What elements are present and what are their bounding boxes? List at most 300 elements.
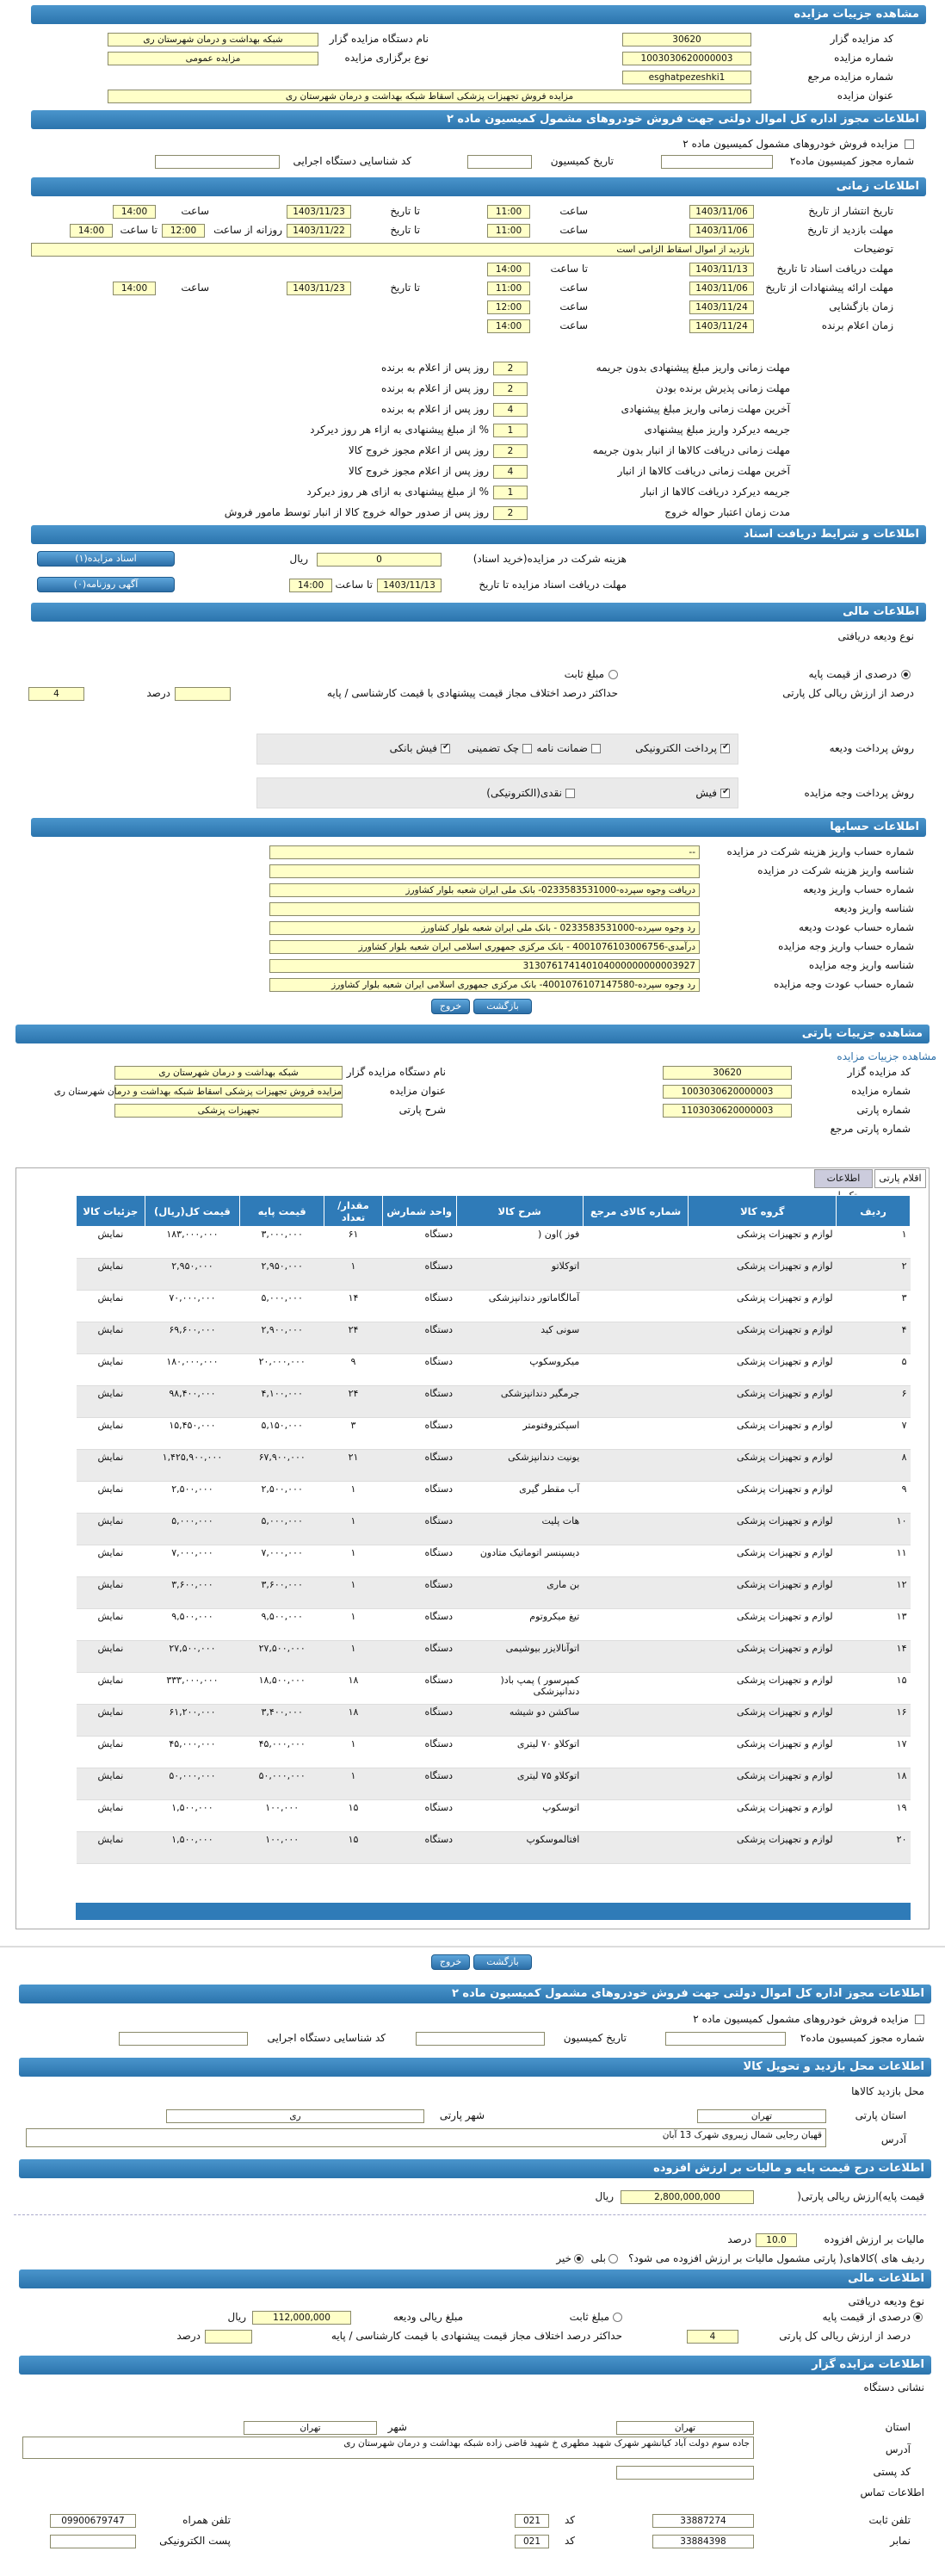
- payment-option-checkbox[interactable]: [522, 744, 532, 753]
- table-cell: ۳,۶۰۰,۰۰۰: [240, 1577, 324, 1609]
- label: کد شناسایی دستگاه اجرایی: [267, 2032, 386, 2044]
- label: ردیف های )کالاهای( پارتی مشمول مالیات بر ارزش افزوده می شود؟: [628, 2252, 924, 2264]
- details-link[interactable]: نمایش: [77, 1768, 145, 1800]
- label: حداکثر درصد اختلاف مجاز قیمت پیشنهادی با قیمت کارشناسی / پایه: [330, 2330, 622, 2342]
- table-cell: ۵,۰۰۰,۰۰۰: [240, 1514, 324, 1545]
- table-cell: لوازم و تجهیزات پزشکی: [689, 1545, 837, 1577]
- table-cell: لوازم و تجهیزات پزشکی: [689, 1450, 837, 1482]
- newspaper-ad-button[interactable]: آگهی روزنامه(۰): [37, 577, 175, 592]
- details-link[interactable]: نمایش: [77, 1800, 145, 1832]
- label: مبلغ ریالی ودیعه: [392, 2311, 463, 2323]
- label: نوع ودیعه دریافتی: [837, 630, 914, 642]
- doc-time-field: 14:00: [487, 263, 530, 276]
- table-cell: ۳,۴۰۰,۰۰۰: [240, 1705, 324, 1737]
- label: شماره پارتی مرجع: [830, 1123, 911, 1135]
- label: تا ساعت: [550, 263, 588, 275]
- publish-from-field: 1403/11/06: [689, 205, 754, 219]
- table-cell: ۱: [324, 1641, 382, 1673]
- table-cell: دستگاه: [382, 1291, 456, 1322]
- rule-value-field: 1: [493, 424, 528, 437]
- section-title: مشاهده جزییات مزایده: [794, 8, 919, 21]
- details-link[interactable]: نمایش: [77, 1673, 145, 1705]
- details-link[interactable]: نمایش: [77, 1322, 145, 1354]
- table-cell: ۱۰۰,۰۰۰: [240, 1832, 324, 1864]
- table-cell: ۱۲: [837, 1577, 911, 1609]
- label: مبلغ ثابت: [569, 2311, 609, 2323]
- rule-suffix: % از مبلغ پیشنهادی به ازای هر روز دیرکرد: [306, 486, 489, 498]
- table-cell: ۵: [837, 1354, 911, 1386]
- details-link[interactable]: نمایش: [77, 1514, 145, 1545]
- details-link[interactable]: نمایش: [77, 1354, 145, 1386]
- table-cell: فوز )اون (: [456, 1227, 583, 1259]
- back-button-2[interactable]: بازگشت: [473, 1954, 532, 1970]
- table-cell: آمالگاماتور دندانپزشکی: [456, 1291, 583, 1322]
- table-cell: [583, 1832, 689, 1864]
- label: درصد: [146, 687, 170, 699]
- divider: [0, 1946, 945, 1947]
- table-row: [77, 1450, 911, 1482]
- label: عنوان مزایده: [837, 90, 893, 102]
- table-cell: ۲: [837, 1259, 911, 1291]
- table-cell: لوازم و تجهیزات پزشکی: [689, 1737, 837, 1768]
- table-cell: اتوکلاتو: [456, 1259, 583, 1291]
- table-cell: ۱۸۰,۰۰۰,۰۰۰: [145, 1354, 239, 1386]
- table-cell: [583, 1514, 689, 1545]
- party-subject-field: مزایده فروش تجهیزات پزشکی اسقاط شبکه بهداشت و درمان شهرستان ری: [53, 1087, 342, 1097]
- max-diff-field-2: [205, 2330, 252, 2344]
- details-link[interactable]: نمایش: [77, 1386, 145, 1418]
- table-cell: آب مقطر گیری: [456, 1482, 583, 1514]
- description-field: بازدید از اموال اسقاط الزامی است: [31, 243, 754, 257]
- label: استان پارتی: [855, 2109, 906, 2121]
- table-row: [77, 1609, 911, 1641]
- org-id-field: [155, 155, 280, 169]
- table-cell: دستگاه: [382, 1227, 456, 1259]
- label: شماره مجوز کمیسیون ماده۲: [789, 155, 914, 167]
- table-cell: ۶۹,۶۰۰,۰۰۰: [145, 1322, 239, 1354]
- fixed-radio[interactable]: [608, 670, 618, 679]
- vat-no-radio[interactable]: [574, 2254, 584, 2263]
- label: شماره پارتی: [856, 1104, 911, 1116]
- daily-from-field: 12:00: [162, 224, 205, 238]
- label: زمان بازگشایی: [829, 300, 893, 313]
- label: درصدی از قیمت پایه: [822, 2311, 911, 2323]
- label: شماره مزایده: [834, 52, 893, 64]
- offer-time-field: 11:00: [487, 282, 530, 295]
- table-cell: دستگاه: [382, 1641, 456, 1673]
- table-row: [77, 1641, 911, 1673]
- details-link[interactable]: نمایش: [77, 1641, 145, 1673]
- table-cell: [583, 1354, 689, 1386]
- table-cell: ۸: [837, 1450, 911, 1482]
- details-link[interactable]: نمایش: [77, 1418, 145, 1450]
- label: شهر پارتی: [439, 2109, 485, 2121]
- section-title: اطلاعات مجوز اداره کل اموال دولتی جهت فروش خودروهای مشمول کمیسیون ماده ۲: [446, 113, 919, 126]
- table-cell: ۱: [324, 1482, 382, 1514]
- table-cell: ۳۳۳,۰۰۰,۰۰۰: [145, 1673, 239, 1705]
- label: زمان اعلام برنده: [821, 319, 893, 331]
- label: مبلغ ثابت: [564, 668, 604, 680]
- offer-from-field: 1403/11/06: [689, 282, 754, 295]
- label: اطلاعات تماس: [860, 2486, 924, 2499]
- party-auction-number-field: 1003030620000003: [663, 1085, 792, 1099]
- visit-to-field: 1403/11/22: [287, 224, 351, 238]
- table-row: [77, 1322, 911, 1354]
- label: کد مزایده گزار: [847, 1066, 911, 1078]
- table-cell: ۱: [837, 1227, 911, 1259]
- rule-suffix: روز پس از اعلام به برنده: [381, 362, 489, 374]
- label: روش پرداخت ودیعه: [829, 742, 914, 754]
- table-cell: ۲۴: [324, 1386, 382, 1418]
- table-cell: ۹: [837, 1482, 911, 1514]
- reference-number-field: esghatpezeshki1: [622, 71, 751, 84]
- items-table: [76, 1195, 911, 1864]
- rule-value-field: 2: [493, 362, 528, 375]
- table-header-cell: واحد شمارش: [382, 1196, 456, 1227]
- table-cell: ۱۸: [324, 1673, 382, 1705]
- table-cell: دستگاه: [382, 1832, 456, 1864]
- vat-yes-radio[interactable]: [608, 2254, 618, 2263]
- mobile-field: 09900679747: [50, 2514, 136, 2528]
- payment-option-label: ضمانت نامه: [536, 742, 588, 754]
- table-cell: ۵,۱۵۰,۰۰۰: [240, 1418, 324, 1450]
- rule-suffix: روز پس از اعلام به برنده: [381, 382, 489, 394]
- label: درصد از ارزش ریالی کل پارتی: [779, 2330, 911, 2342]
- label: شماره مزایده: [851, 1085, 911, 1097]
- org-name-field: شبکه بهداشت و درمان شهرستان ری: [108, 33, 318, 46]
- exit-button[interactable]: خروج: [431, 999, 470, 1014]
- details-link[interactable]: نمایش: [77, 1545, 145, 1577]
- details-link[interactable]: نمایش: [77, 1259, 145, 1291]
- table-cell: اتوآنالایزر بیوشیمی: [456, 1641, 583, 1673]
- table-cell: [583, 1609, 689, 1641]
- table-cell: ۱۱: [837, 1545, 911, 1577]
- base-price-field: 2,800,000,000: [621, 2190, 754, 2204]
- label: مزایده فروش خودروهای مشمول کمیسیون ماده ۲: [693, 2013, 909, 2025]
- table-cell: [583, 1418, 689, 1450]
- table-cell: ساکشن دو شیشه: [456, 1705, 583, 1737]
- table-row: [77, 1737, 911, 1768]
- table-cell: ۱: [324, 1737, 382, 1768]
- table-header-cell: جزئیات کالا: [77, 1196, 145, 1227]
- account-value-field: دریافت وجوه سپرده-0233583531000- بانک ملی ایران شعبه بلوار کشاورز: [269, 883, 700, 897]
- section-title: اطلاعات زمانی: [836, 180, 919, 193]
- rule-label: جریمه دیرکرد دریافت کالاها از انبار: [640, 486, 790, 498]
- label: ساعت: [559, 205, 588, 217]
- table-cell: ۱: [324, 1768, 382, 1800]
- table-row: [77, 1418, 911, 1450]
- label: مزایده فروش خودروهای مشمول کمیسیون ماده ۲: [682, 138, 899, 150]
- table-cell: ۱: [324, 1545, 382, 1577]
- table-cell: ۲۰,۰۰۰,۰۰۰: [240, 1354, 324, 1386]
- label: تاریخ کمیسیون: [550, 155, 614, 167]
- table-cell: لوازم و تجهیزات پزشکی: [689, 1354, 837, 1386]
- label: تاریخ انتشار از تاریخ: [808, 205, 893, 217]
- table-cell: دستگاه: [382, 1609, 456, 1641]
- label: کد پستی: [873, 2466, 911, 2478]
- table-cell: [583, 1386, 689, 1418]
- details-link[interactable]: نمایش: [77, 1291, 145, 1322]
- table-cell: دستگاه: [382, 1418, 456, 1450]
- label: استان: [885, 2421, 911, 2433]
- details-link[interactable]: نمایش: [77, 1482, 145, 1514]
- max-diff-field: [175, 687, 231, 701]
- auction-documents-button[interactable]: اسناد مزایده(۱): [37, 551, 175, 567]
- details-link[interactable]: نمایش: [77, 1227, 145, 1259]
- announce-date-field: 1403/11/24: [689, 319, 754, 333]
- table-cell: ۱: [324, 1514, 382, 1545]
- table-cell: [583, 1545, 689, 1577]
- label: مهلت بازدید از تاریخ: [807, 224, 893, 236]
- publish-time-field: 11:00: [487, 205, 530, 219]
- table-row: [77, 1514, 911, 1545]
- table-cell: دستگاه: [382, 1768, 456, 1800]
- label: خیر: [556, 2252, 571, 2264]
- payment-option-checkbox[interactable]: [441, 744, 450, 753]
- label: نوع برگزاری مزایده: [344, 52, 429, 64]
- label: نمابر: [890, 2535, 911, 2547]
- commission-date-field: [467, 155, 532, 169]
- table-cell: اسپکتروفتومتر: [456, 1418, 583, 1450]
- rule-suffix: روز پس از اعلام مجوز خروج کالا: [348, 444, 489, 456]
- label: درصدی از قیمت پایه: [808, 668, 897, 680]
- announce-time-field: 14:00: [487, 319, 530, 333]
- doc-deadline-date-field: 1403/11/13: [377, 579, 442, 592]
- commission-checkbox[interactable]: [905, 139, 914, 149]
- rule-suffix: % از مبلغ پیشنهادی به ازاء هر روز دیرکرد: [310, 424, 489, 436]
- table-cell: ۲۱: [324, 1450, 382, 1482]
- label: تا تاریخ: [390, 205, 420, 217]
- table-cell: میکروسکوپ: [456, 1354, 583, 1386]
- table-cell: ۱۶: [837, 1705, 911, 1737]
- publish-to-field: 1403/11/23: [287, 205, 351, 219]
- exit-button-2[interactable]: خروج: [431, 1954, 470, 1970]
- table-cell: ۵,۰۰۰,۰۰۰: [240, 1291, 324, 1322]
- party-auction-code-field: 30620: [663, 1066, 792, 1080]
- table-cell: اتوکلاو ۷۵ لیتری: [456, 1768, 583, 1800]
- table-cell: ۱۵: [837, 1673, 911, 1705]
- auction-payment-checkbox[interactable]: [720, 789, 730, 798]
- rule-label: مهلت زمانی واریز مبلغ پیشنهادی بدون جریمه: [596, 362, 790, 374]
- tab-extra-info[interactable]: اطلاعات: [814, 1169, 873, 1188]
- label: تا تاریخ: [390, 282, 420, 294]
- table-row: [77, 1800, 911, 1832]
- label: کد شناسایی دستگاه اجرایی: [293, 155, 411, 167]
- account-label: شماره حساب واریز هزینه شرکت در مزایده: [726, 845, 914, 858]
- visit-place-header: [19, 2058, 931, 2077]
- table-cell: لوازم و تجهیزات پزشکی: [689, 1609, 837, 1641]
- doc-deadline-time-field: 14:00: [289, 579, 332, 592]
- label: ریال: [595, 2190, 614, 2202]
- rule-suffix: روز پس از اعلام به برنده: [381, 403, 489, 415]
- party-org-field: شبکه بهداشت و درمان شهرستان ری: [114, 1066, 343, 1080]
- address-field: جاده سوم دولت آباد کیانشهر شهرک شهید مطهری خ شهید قاضی زاده شبکه بهداشت و درمان شهرستان ری: [22, 2437, 754, 2459]
- table-cell: [583, 1259, 689, 1291]
- rule-value-field: 1: [493, 486, 528, 499]
- details-link[interactable]: نمایش: [77, 1832, 145, 1864]
- back-button[interactable]: بازگشت: [473, 999, 532, 1014]
- details-link[interactable]: نمایش: [77, 1609, 145, 1641]
- rule-label: مدت زمان اعتبار حواله خروج: [664, 506, 790, 518]
- percent-radio[interactable]: [901, 670, 911, 679]
- permit-number-field-2: [665, 2032, 786, 2046]
- section-title: اطلاعات حسابها: [830, 820, 919, 833]
- details-link[interactable]: نمایش: [77, 1705, 145, 1737]
- label: آدرس: [880, 2133, 906, 2146]
- table-row: [77, 1768, 911, 1800]
- table-cell: لوازم و تجهیزات پزشکی: [689, 1259, 837, 1291]
- daily-to-field: 14:00: [70, 224, 113, 238]
- table-cell: ۲۰: [837, 1832, 911, 1864]
- table-header-cell: گروه کالا: [689, 1196, 837, 1227]
- label: نشانی دستگاه: [863, 2381, 924, 2393]
- section-title: اطلاعات مجوز اداره کل اموال دولتی جهت فروش خودروهای مشمول کمیسیون ماده ۲: [451, 1987, 924, 2000]
- table-cell: ۲۷,۵۰۰,۰۰۰: [145, 1641, 239, 1673]
- commission-date-field-2: [416, 2032, 545, 2046]
- table-cell: ۹: [324, 1354, 382, 1386]
- table-cell: ۱,۵۰۰,۰۰۰: [145, 1800, 239, 1832]
- auction-type-field: مزایده عمومی: [108, 52, 318, 65]
- table-cell: ۴: [837, 1322, 911, 1354]
- table-cell: ۵۰,۰۰۰,۰۰۰: [145, 1768, 239, 1800]
- table-cell: ۱۸۳,۰۰۰,۰۰۰: [145, 1227, 239, 1259]
- table-cell: ۴۵,۰۰۰,۰۰۰: [240, 1737, 324, 1768]
- table-cell: لوازم و تجهیزات پزشکی: [689, 1418, 837, 1450]
- table-header-cell: شرح کالا: [456, 1196, 583, 1227]
- table-cell: لوازم و تجهیزات پزشکی: [689, 1673, 837, 1705]
- opening-date-field: 1403/11/24: [689, 300, 754, 314]
- table-cell: لوازم و تجهیزات پزشکی: [689, 1514, 837, 1545]
- label: قیمت پایه)ارزش ریالی پارتی(: [797, 2190, 924, 2202]
- table-row: [77, 1354, 911, 1386]
- account-value-field: --: [269, 845, 700, 859]
- fixed-radio-2[interactable]: [613, 2313, 622, 2322]
- table-cell: [583, 1450, 689, 1482]
- payment-option-checkbox[interactable]: [720, 744, 730, 753]
- table-cell: دستگاه: [382, 1514, 456, 1545]
- table-cell: لوازم و تجهیزات پزشکی: [689, 1322, 837, 1354]
- label: شماره مجوز کمیسیون ماده۲: [800, 2032, 924, 2044]
- label: نام دستگاه مزایده گزار: [329, 33, 429, 45]
- table-cell: ۱۳: [837, 1609, 911, 1641]
- percent-radio-2[interactable]: [913, 2313, 923, 2322]
- table-cell: دستگاه: [382, 1259, 456, 1291]
- label: عنوان مزایده: [389, 1085, 446, 1097]
- label: ساعت: [181, 205, 209, 217]
- table-row: [77, 1705, 911, 1737]
- table-cell: [583, 1482, 689, 1514]
- rule-value-field: 4: [493, 403, 528, 417]
- label: مالیات بر ارزش افزوده: [824, 2233, 924, 2245]
- documents-header: [31, 525, 926, 544]
- payment-option-label: فیش بانکی: [389, 742, 437, 754]
- details-link[interactable]: نمایش: [77, 1577, 145, 1609]
- label: ریال: [227, 2311, 246, 2323]
- offer-to-time-field: 14:00: [113, 282, 156, 295]
- time-info-header: [31, 177, 926, 196]
- label: تلفن ثابت: [868, 2514, 911, 2526]
- table-cell: سونی کید: [456, 1322, 583, 1354]
- label: شرح پارتی: [398, 1104, 446, 1116]
- deposit-percent-field: 4: [28, 687, 84, 701]
- rule-suffix: روز پس از اعلام مجوز خروج کالا: [348, 465, 489, 477]
- account-label: شناسه واریز وجه مزایده: [808, 959, 914, 971]
- rule-value-field: 2: [493, 506, 528, 520]
- table-cell: دستگاه: [382, 1577, 456, 1609]
- table-cell: ۳: [324, 1418, 382, 1450]
- table-cell: ۱۸: [837, 1768, 911, 1800]
- phone-field: 33887274: [652, 2514, 754, 2528]
- visit-time-field: 11:00: [487, 224, 530, 238]
- auction-payment-checkbox[interactable]: [565, 789, 575, 798]
- label: تاریخ کمیسیون: [563, 2032, 627, 2044]
- label: کد: [564, 2514, 575, 2526]
- details-link[interactable]: نمایش: [77, 1737, 145, 1768]
- table-cell: ۴,۱۰۰,۰۰۰: [240, 1386, 324, 1418]
- payment-option-checkbox[interactable]: [591, 744, 601, 753]
- table-cell: لوازم و تجهیزات پزشکی: [689, 1768, 837, 1800]
- label: درصد: [727, 2233, 751, 2245]
- label: درصد: [176, 2330, 201, 2342]
- permit-header-2: [19, 1985, 931, 2003]
- permit-header: [31, 110, 926, 129]
- label: ریال: [289, 553, 308, 565]
- table-cell: [583, 1322, 689, 1354]
- table-row: [77, 1545, 911, 1577]
- table-cell: ۲۷,۵۰۰,۰۰۰: [240, 1641, 324, 1673]
- table-cell: ۱: [324, 1609, 382, 1641]
- table-cell: ۳: [837, 1291, 911, 1322]
- table-cell: لوازم و تجهیزات پزشکی: [689, 1291, 837, 1322]
- table-cell: ۳,۰۰۰,۰۰۰: [240, 1227, 324, 1259]
- table-cell: ۱۰۰,۰۰۰: [240, 1800, 324, 1832]
- commission-checkbox-2[interactable]: [915, 2015, 924, 2024]
- table-cell: دستگاه: [382, 1705, 456, 1737]
- table-cell: [583, 1577, 689, 1609]
- rule-label: مهلت زمانی پذیرش برنده بودن: [655, 382, 790, 394]
- payment-option-label: پرداخت الکترونیکی: [635, 742, 717, 754]
- table-cell: [583, 1737, 689, 1768]
- details-link[interactable]: نمایش: [77, 1450, 145, 1482]
- payment-option-label: چک تضمینی: [467, 742, 519, 754]
- account-label: شماره حساب عودت ودیعه: [799, 921, 914, 933]
- table-cell: دستگاه: [382, 1800, 456, 1832]
- auction-details-link[interactable]: مشاهده جزییات مزایده: [837, 1050, 936, 1062]
- label: پست الکترونیکی: [159, 2535, 231, 2547]
- org-id-field-2: [119, 2032, 248, 2046]
- table-cell: ۲۴: [324, 1322, 382, 1354]
- table-cell: لوازم و تجهیزات پزشکی: [689, 1705, 837, 1737]
- label: کد: [564, 2535, 575, 2547]
- account-label: شناسه واریز هزینه شرکت در مزایده: [757, 864, 914, 876]
- table-cell: ۱۴: [837, 1641, 911, 1673]
- table-cell: دستگاه: [382, 1482, 456, 1514]
- table-row: [77, 1259, 911, 1291]
- table-cell: جرمگیر دندانپزشکی: [456, 1386, 583, 1418]
- table-cell: [583, 1768, 689, 1800]
- label: درصد از ارزش ریالی کل پارتی: [782, 687, 914, 699]
- tab-party-items[interactable]: اقلام پارتی: [874, 1169, 926, 1188]
- rule-value-field: 2: [493, 444, 528, 458]
- auction-details-header: [31, 5, 926, 24]
- label: ساعت: [181, 282, 209, 294]
- auction-subject-field: مزایده فروش تجهیزات پزشکی اسقاط شبکه بهداشت و درمان شهرستان ری: [108, 90, 751, 103]
- label: آدرس: [885, 2443, 911, 2455]
- account-value-field: [269, 902, 700, 916]
- table-cell: [583, 1705, 689, 1737]
- table-cell: ۱۹: [837, 1800, 911, 1832]
- table-row: [77, 1482, 911, 1514]
